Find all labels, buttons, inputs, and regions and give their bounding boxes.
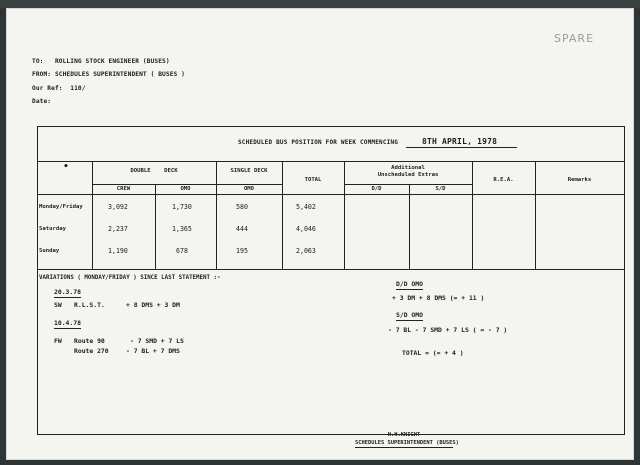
header-dd-omo: OMO [180, 186, 191, 192]
variation-date-2: 10.4.78 [54, 319, 81, 327]
memo-ref: Our Ref: 110/ [32, 85, 86, 92]
grid-line [344, 184, 472, 185]
header-remarks: Remarks [567, 177, 592, 183]
row-label: Monday/Friday [39, 204, 83, 210]
header-sd-omo: OMO [243, 186, 255, 192]
cell-crew: 3,092 [108, 203, 128, 211]
cell-total: 4,046 [296, 225, 316, 233]
document-page [6, 8, 634, 460]
header-single-deck: SINGLE DECK [230, 168, 268, 174]
variation-date-1: 20.3.78 [54, 288, 81, 296]
week-commencing-date: 8TH APRIL, 1978 [406, 137, 517, 148]
grid-line [155, 184, 156, 270]
cell-total: 2,063 [296, 247, 316, 255]
variations-heading: VARIATIONS ( MONDAY/FRIDAY ) SINCE LAST STATEMENT :- [39, 275, 221, 281]
grid-line [92, 184, 282, 185]
header-additional-extras: Additional Unscheduled Extras [377, 165, 439, 178]
cell-dd-omo: 1,730 [172, 203, 192, 211]
row-label: Saturday [39, 226, 66, 232]
schedule-table [38, 162, 624, 270]
sd-omo-title: S/D OMO [396, 311, 423, 319]
variation-change-3: - 7 BL + 7 DMS [126, 347, 180, 355]
cell-sd-omo: 444 [236, 225, 248, 233]
memo-from: FROM: SCHEDULES SUPERINTENDENT ( BUSES ) [32, 71, 186, 78]
variation-change-2: - 7 SMD + 7 LS [130, 337, 184, 345]
row-label: Sunday [39, 248, 60, 254]
cell-dd-omo: 1,365 [172, 225, 192, 233]
variation-garage-1: SW [54, 301, 62, 309]
signatory-title: SCHEDULES SUPERINTENDENT (BUSES) [355, 440, 459, 446]
scan-top-edge [0, 0, 640, 8]
variation-route-3: Route 270 [74, 347, 109, 355]
cell-sd-omo: 580 [236, 203, 248, 211]
cell-crew: 1,190 [108, 247, 128, 255]
signatory-name: N.H.KNIGHT [387, 432, 421, 438]
handwritten-note: SPARE [554, 32, 595, 45]
header-crew: CREW [116, 186, 131, 192]
dd-omo-summary: + 3 DM + 8 DMS (= + 11 ) [392, 294, 485, 302]
cell-dd-omo: 678 [176, 247, 188, 255]
dd-omo-title: D/D OMO [396, 280, 423, 288]
grid-line [409, 184, 410, 270]
variation-garage-2: FW [54, 337, 62, 345]
bus-position-form [37, 126, 625, 435]
header-rea: R.E.A. [493, 177, 514, 183]
header-total: TOTAL [304, 177, 322, 183]
cell-total: 5,402 [296, 203, 316, 211]
variation-route-1: R.L.S.T. [74, 301, 105, 309]
form-title-text: SCHEDULED BUS POSITION FOR WEEK COMMENCING [238, 139, 399, 146]
header-extras-dd: D/D [371, 186, 382, 192]
memo-date: Date: [32, 98, 52, 105]
memo-to: TO: ROLLING STOCK ENGINEER (BUSES) [32, 58, 170, 65]
dot-mark: • [63, 162, 69, 172]
variation-change-1: + 8 DMS + 3 DM [126, 301, 180, 309]
grid-line [38, 194, 624, 195]
grid-line [92, 162, 93, 270]
grid-line [216, 162, 217, 270]
header-double-deck: DOUBLE DECK [130, 168, 178, 174]
net-total: TOTAL = (= + 4 ) [402, 349, 464, 357]
form-title [238, 137, 517, 148]
cell-sd-omo: 195 [236, 247, 248, 255]
form-title-row [38, 127, 624, 162]
variation-route-2: Route 90 [74, 337, 105, 345]
cell-crew: 2,237 [108, 225, 128, 233]
sd-omo-summary: - 7 BL - 7 SMD + 7 LS ( = - 7 ) [388, 326, 508, 334]
header-extras-sd: S/D [435, 186, 446, 192]
